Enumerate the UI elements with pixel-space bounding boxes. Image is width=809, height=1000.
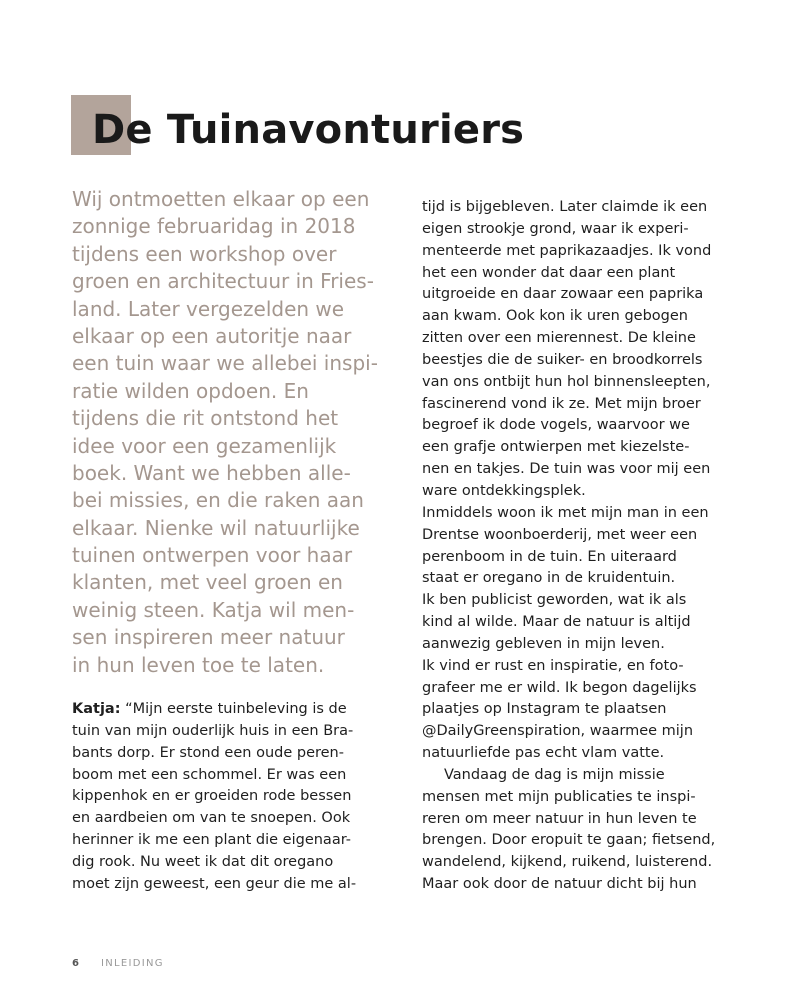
- right-column-line: staat er oregano in de kruidentuin.: [422, 570, 676, 587]
- intro-line: bei missies, en die raken aan: [72, 488, 364, 513]
- katja-line: kippenhok en er groeiden rode bessen: [72, 788, 352, 805]
- intro-line: land. Later vergezelden we: [72, 296, 345, 321]
- right-column-line: mensen met mijn publicaties te inspi-: [422, 788, 696, 805]
- right-column-line: beestjes die de suiker- en broodkorrels: [422, 351, 703, 368]
- intro-line: ratie wilden opdoen. En: [72, 378, 309, 403]
- intro-line: klanten, met veel groen en: [72, 570, 343, 595]
- right-column-line: grafeer me er wild. Ik begon dagelijks: [422, 679, 697, 696]
- page-number: 6: [72, 958, 79, 969]
- right-column-line: fascinerend vond ik ze. Met mijn broer: [422, 395, 701, 412]
- right-column-line: Vandaag de dag is mijn missie: [444, 766, 665, 783]
- right-column-line: plaatjes op Instagram te plaatsen: [422, 701, 667, 718]
- katja-line: bants dorp. Er stond een oude peren-: [72, 744, 344, 761]
- intro-line: tijdens die rit ontstond het: [72, 406, 339, 431]
- intro-line: Wij ontmoetten elkaar op een: [72, 187, 370, 211]
- speaker-label: Katja:: [72, 701, 121, 717]
- right-column-line: Ik ben publicist geworden, wat ik als: [422, 592, 687, 609]
- intro-line: weinig steen. Katja wil men-: [72, 597, 355, 622]
- right-column-line: een grafje ontwierpen met kiezelste-: [422, 439, 690, 456]
- right-column-text: [422, 197, 752, 896]
- intro-line: tijdens een workshop over: [72, 241, 337, 266]
- right-column-line: @DailyGreenspiration, waarmee mijn: [422, 723, 694, 740]
- right-column-line: tijd is bijgebleven. Later claimde ik een: [422, 199, 708, 215]
- katja-paragraph: [72, 699, 392, 896]
- right-column-line: Inmiddels woon ik met mijn man in een: [422, 504, 709, 521]
- right-column-line: aanwezig gebleven in mijn leven.: [422, 635, 665, 652]
- katja-first-line: [72, 699, 392, 721]
- intro-line: groen en architectuur in Fries-: [72, 269, 374, 294]
- right-column-line: perenboom in de tuin. En uiteraard: [422, 548, 677, 565]
- intro-line: elkaar op een autoritje naar: [72, 323, 352, 348]
- right-column-line: eigen strookje grond, waar ik experi-: [422, 220, 689, 237]
- right-column-line: van ons ontbijt hun hol binnensleepten,: [422, 373, 711, 390]
- right-column-line: natuurliefde pas echt vlam vatte.: [422, 745, 665, 762]
- katja-line: boom met een schommel. Er was een: [72, 766, 347, 783]
- right-column-line: brengen. Door eropuit te gaan; fietsend,: [422, 832, 716, 849]
- right-column-line: Drentse woonboerderij, met weer een: [422, 526, 698, 543]
- section-name: INLEIDING: [100, 958, 164, 969]
- right-column-line: nen en takjes. De tuin was voor mij een: [422, 461, 711, 478]
- intro-line: tuinen ontwerpen voor haar: [72, 543, 353, 568]
- katja-line: en aardbeien om van te snoepen. Ook: [72, 810, 351, 827]
- right-column-line: ware ontdekkingsplek.: [422, 482, 586, 499]
- intro-line: sen inspireren meer natuur: [72, 625, 345, 650]
- intro-line: in hun leven toe te laten.: [72, 652, 325, 677]
- right-column-line: het een wonder dat daar een plant: [422, 264, 676, 281]
- right-column-line: begroef ik dode vogels, waarvoor we: [422, 417, 690, 434]
- right-column-line: menteerde met paprikazaadjes. Ik vond: [422, 242, 712, 259]
- right-column-line: uitgroeide en daar zowaar een paprika: [422, 286, 704, 303]
- right-column-line: Ik vind er rust en inspiratie, en foto-: [422, 657, 684, 674]
- right-column-line: kind al wilde. Maar de natuur is altijd: [422, 614, 691, 631]
- katja-line: moet zijn geweest, een geur die me al-: [72, 875, 357, 892]
- intro-line: idee voor een gezamenlijk: [72, 433, 337, 458]
- page-footer: [72, 958, 164, 969]
- katja-line: tuin van mijn ouderlijk huis in een Bra-: [72, 722, 354, 739]
- right-column-line: aan kwam. Ook kon ik uren gebogen: [422, 308, 688, 325]
- right-column-line: reren om meer natuur in hun leven te: [422, 810, 697, 827]
- right-column-line: Maar ook door de natuur dicht bij hun: [422, 876, 697, 893]
- katja-line: herinner ik me een plant die eigenaar-: [72, 832, 351, 849]
- right-column-line: zitten over een mierennest. De kleine: [422, 330, 696, 347]
- right-column-line: wandelend, kijkend, ruikend, luisterend.: [422, 854, 713, 871]
- intro-line: zonnige februaridag in 2018: [72, 214, 356, 239]
- katja-first-line-text: “Mijn eerste tuinbeleving is de: [120, 701, 347, 717]
- intro-paragraph: [72, 186, 392, 679]
- katja-line: dig rook. Nu weet ik dat dit oregano: [72, 853, 334, 870]
- intro-line: boek. Want we hebben alle-: [72, 460, 351, 485]
- page-title: De Tuinavonturiers: [92, 107, 525, 153]
- intro-line: een tuin waar we allebei inspi-: [72, 351, 378, 376]
- intro-line: elkaar. Nienke wil natuurlijke: [72, 515, 360, 540]
